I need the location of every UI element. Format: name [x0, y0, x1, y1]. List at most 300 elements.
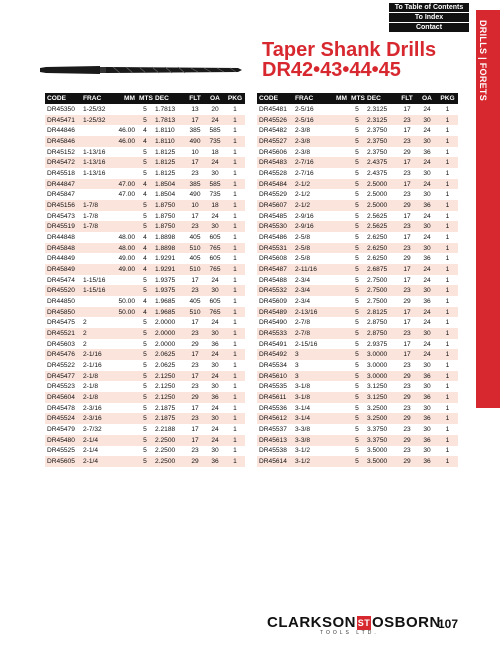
- cell-mm: [115, 211, 137, 222]
- cell-mts: 5: [143, 319, 147, 327]
- cell-oa: 30: [205, 221, 225, 232]
- cell-flt: 17: [403, 127, 411, 135]
- cell-dec: 3.0000: [367, 361, 388, 369]
- cell-pkg: 1: [225, 115, 245, 126]
- table-row: [45, 349, 245, 360]
- column-header-oa: OA: [205, 93, 225, 104]
- cell-pkg: 1: [437, 349, 458, 360]
- cell-oa: 605: [209, 297, 221, 305]
- cell-oa: 30: [423, 361, 431, 369]
- cell-flt: 17: [191, 404, 199, 412]
- brand-logo: [267, 614, 441, 631]
- cell-flt: 23: [185, 285, 205, 296]
- cell-flt: 23: [191, 361, 199, 369]
- table-row: [257, 275, 458, 286]
- cell-pkg: 1: [233, 127, 237, 135]
- cell-flt: 510: [185, 243, 205, 254]
- cell-code: DR45488: [259, 276, 287, 284]
- cell-oa: 585: [209, 127, 221, 135]
- cell-code: DR45478: [47, 404, 75, 412]
- cell-code: DR45523: [47, 383, 75, 391]
- cell-mm: [327, 104, 349, 115]
- cell-pkg: 1: [233, 447, 237, 455]
- cell-flt: 405: [189, 233, 201, 241]
- cell-oa: 20: [211, 105, 219, 113]
- cell-code: DR45350: [47, 105, 75, 113]
- cell-dec: 2.0000: [153, 328, 185, 339]
- cell-pkg: 1: [225, 243, 245, 254]
- cell-pkg: 1: [437, 328, 458, 339]
- cell-pkg: 1: [437, 200, 458, 211]
- cell-pkg: 1: [233, 105, 237, 113]
- table-row: [45, 360, 245, 371]
- cell-oa: 30: [417, 136, 437, 147]
- cell-code: DR45614: [257, 456, 293, 467]
- cell-frac: 3-1/4: [295, 404, 311, 412]
- cell-frac: 2-3/4: [295, 276, 311, 284]
- cell-flt: 23: [397, 285, 417, 296]
- cell-dec: 2.0625: [155, 361, 176, 369]
- cell-frac: 1-7/8: [81, 221, 115, 232]
- cell-flt: 17: [403, 212, 411, 220]
- cell-mts: 5: [355, 127, 359, 135]
- table-row: [45, 446, 245, 457]
- cell-oa: 30: [423, 425, 431, 433]
- cell-frac: 2-5/8: [295, 233, 311, 241]
- cell-oa: 24: [205, 435, 225, 446]
- cell-mts: 5: [355, 212, 359, 220]
- cell-mm: [327, 243, 349, 254]
- cell-dec: 1.9685: [155, 297, 176, 305]
- cell-flt: 510: [185, 307, 205, 318]
- cell-dec: 2.2500: [155, 447, 176, 455]
- cell-oa: 765: [205, 264, 225, 275]
- cell-mts: 5: [355, 319, 359, 327]
- cell-code: DR45519: [45, 221, 81, 232]
- table-row: [45, 115, 245, 126]
- cell-dec: 3.5000: [367, 447, 388, 455]
- table-row: [45, 104, 245, 115]
- cell-mts: 5: [143, 383, 147, 391]
- cell-mts: 5: [349, 285, 365, 296]
- cell-oa: 30: [417, 115, 437, 126]
- cell-mm: [115, 446, 137, 457]
- cell-code: DR45604: [45, 392, 81, 403]
- cell-dec: 2.2500: [153, 435, 185, 446]
- cell-dec: 2.6875: [365, 264, 397, 275]
- nav-contact-link[interactable]: Contact: [389, 23, 469, 32]
- column-header-mm: MM: [327, 93, 349, 104]
- cell-code: DR45848: [45, 243, 81, 254]
- table-row: [257, 435, 458, 446]
- cell-frac: 1-13/16: [83, 148, 106, 156]
- cell-dec: 1.7813: [155, 105, 176, 113]
- cell-pkg: 1: [233, 340, 237, 348]
- cell-oa: 24: [423, 340, 431, 348]
- table-row: [257, 381, 458, 392]
- cell-mts: 5: [355, 447, 359, 455]
- column-header-pkg: PKG: [437, 93, 458, 104]
- cell-pkg: 1: [437, 371, 458, 382]
- table-row: [45, 168, 245, 179]
- table-row: [257, 243, 458, 254]
- table-row: [45, 296, 245, 307]
- cell-mm: [115, 168, 137, 179]
- cell-oa: 24: [205, 371, 225, 382]
- cell-mm: [327, 179, 349, 190]
- table-row: [257, 221, 458, 232]
- cell-frac: [81, 253, 115, 264]
- cell-oa: 605: [209, 255, 221, 263]
- cell-mts: 5: [355, 276, 359, 284]
- cell-mts: 5: [355, 148, 359, 156]
- cell-mm: [327, 392, 349, 403]
- table-row: [257, 264, 458, 275]
- cell-flt: 10: [185, 200, 205, 211]
- cell-mts: 4: [137, 179, 153, 190]
- cell-oa: 18: [205, 200, 225, 211]
- cell-frac: 2-1/4: [81, 456, 115, 467]
- cell-mts: 5: [143, 425, 147, 433]
- cell-code: DR45609: [259, 297, 287, 305]
- cell-dec: 1.9685: [153, 307, 185, 318]
- cell-oa: 605: [209, 233, 221, 241]
- cell-mts: 5: [349, 435, 365, 446]
- table-row: [45, 285, 245, 296]
- cell-oa: 24: [205, 349, 225, 360]
- cell-mts: 5: [355, 297, 359, 305]
- cell-mm: [115, 317, 137, 328]
- table-row: [45, 328, 245, 339]
- column-header-flt: FLT: [185, 93, 205, 104]
- title-line-2: DR42•43•44•45: [262, 59, 401, 81]
- cell-dec: 2.5000: [365, 200, 397, 211]
- cell-pkg: 1: [437, 435, 458, 446]
- table-row: [257, 317, 458, 328]
- table-row: [257, 296, 458, 307]
- table-row: [257, 403, 458, 414]
- cell-frac: 2-7/8: [293, 328, 327, 339]
- cell-code: DR45491: [259, 340, 287, 348]
- cell-frac: 2-1/8: [83, 383, 99, 391]
- cell-dec: 1.9291: [153, 264, 185, 275]
- cell-dec: 2.3750: [365, 136, 397, 147]
- column-header-mts: MTS: [139, 95, 153, 102]
- cell-code: DR44849: [47, 255, 75, 263]
- cell-frac: 3: [293, 371, 327, 382]
- cell-dec: 2.4375: [367, 169, 388, 177]
- nav-index-link[interactable]: To Index: [389, 13, 469, 22]
- cell-oa: 30: [417, 285, 437, 296]
- cell-mm: [115, 349, 137, 360]
- cell-mts: 5: [137, 285, 153, 296]
- cell-pkg: 1: [233, 361, 237, 369]
- cell-oa: 30: [211, 447, 219, 455]
- cell-flt: 23: [397, 115, 417, 126]
- nav-box: [389, 3, 469, 33]
- cell-frac: 2-1/2: [293, 179, 327, 190]
- cell-frac: 3: [295, 361, 299, 369]
- cell-pkg: 1: [437, 392, 458, 403]
- page-number: 107: [438, 617, 459, 631]
- column-header-pkg: PKG: [225, 93, 245, 104]
- column-header-frac: FRAC: [293, 93, 327, 104]
- cell-oa: 36: [423, 148, 431, 156]
- cell-code: DR45522: [47, 361, 75, 369]
- cell-dec: 3.2500: [367, 404, 388, 412]
- cell-pkg: 1: [225, 413, 245, 424]
- cell-flt: 17: [403, 319, 411, 327]
- cell-oa: 36: [423, 297, 431, 305]
- cell-code: DR45849: [45, 264, 81, 275]
- cell-flt: 17: [403, 276, 411, 284]
- cell-mm: [115, 221, 137, 232]
- cell-mm: [115, 403, 137, 414]
- cell-code: DR45485: [259, 212, 287, 220]
- cell-code: DR45480: [45, 435, 81, 446]
- cell-mm: [115, 285, 137, 296]
- cell-mm: [115, 424, 137, 435]
- cell-mm: [327, 360, 349, 371]
- cell-frac: 2-5/16: [293, 115, 327, 126]
- nav-table-of-contents-link[interactable]: To Table of Contents: [389, 3, 469, 12]
- cell-pkg: 1: [233, 255, 237, 263]
- cell-mts: 4: [143, 255, 147, 263]
- cell-frac: 2-5/8: [293, 243, 327, 254]
- cell-pkg: 1: [233, 404, 237, 412]
- column-header-code: CODE: [45, 93, 81, 104]
- cell-code: DR45608: [259, 255, 287, 263]
- cell-flt: 29: [403, 148, 411, 156]
- cell-oa: 30: [205, 285, 225, 296]
- cell-flt: 23: [403, 404, 411, 412]
- cell-mm: [115, 275, 137, 286]
- table-row: [45, 200, 245, 211]
- cell-pkg: 1: [225, 157, 245, 168]
- cell-oa: 24: [211, 425, 219, 433]
- cell-pkg: 1: [233, 276, 237, 284]
- cell-dec: 2.7500: [365, 285, 397, 296]
- cell-dec: 2.0000: [155, 319, 176, 327]
- cell-oa: 24: [205, 115, 225, 126]
- table-row: [45, 211, 245, 222]
- cell-flt: 23: [191, 447, 199, 455]
- cell-oa: 24: [417, 179, 437, 190]
- cell-flt: 23: [397, 328, 417, 339]
- cell-code: DR45533: [257, 328, 293, 339]
- cell-pkg: 1: [445, 255, 450, 263]
- cell-code: DR45850: [45, 307, 81, 318]
- cell-code: DR45536: [259, 404, 287, 412]
- cell-frac: 2-1/2: [293, 200, 327, 211]
- cell-mm: [115, 328, 137, 339]
- cell-pkg: 1: [445, 233, 450, 241]
- cell-flt: 17: [397, 264, 417, 275]
- table-row: [257, 147, 458, 158]
- cell-frac: 2-3/8: [295, 127, 311, 135]
- cell-pkg: 1: [445, 127, 450, 135]
- cell-oa: 24: [211, 404, 219, 412]
- cell-oa: 36: [423, 255, 431, 263]
- cell-frac: 2-9/16: [293, 221, 327, 232]
- cell-pkg: 1: [445, 404, 450, 412]
- cell-mm: [327, 456, 349, 467]
- cell-code: DR45476: [45, 349, 81, 360]
- cell-code: DR45530: [257, 221, 293, 232]
- cell-frac: 2-1/16: [83, 361, 102, 369]
- cell-oa: 765: [205, 243, 225, 254]
- cell-code: DR45471: [45, 115, 81, 126]
- cell-mts: 5: [355, 404, 359, 412]
- cell-oa: 30: [423, 447, 431, 455]
- cell-oa: 24: [417, 307, 437, 318]
- cell-dec: 1.9375: [153, 285, 185, 296]
- cell-dec: 3.0000: [365, 349, 397, 360]
- table-row: [45, 147, 245, 158]
- cell-mm: 46.00: [115, 136, 137, 147]
- cell-pkg: 1: [437, 179, 458, 190]
- cell-dec: 2.7500: [367, 276, 388, 284]
- cell-code: DR45490: [259, 319, 287, 327]
- cell-code: DR45492: [257, 349, 293, 360]
- cell-pkg: 1: [445, 297, 450, 305]
- cell-flt: 29: [397, 371, 417, 382]
- cell-mm: [327, 136, 349, 147]
- cell-frac: 2-1/4: [81, 435, 115, 446]
- cell-mts: 5: [137, 349, 153, 360]
- cell-oa: 24: [423, 127, 431, 135]
- cell-oa: 24: [423, 276, 431, 284]
- cell-frac: 3-1/2: [293, 456, 327, 467]
- cell-frac: 2-9/16: [295, 212, 314, 220]
- cell-dec: 2.3750: [367, 127, 388, 135]
- cell-pkg: 1: [233, 425, 237, 433]
- cell-dec: 2.2188: [155, 425, 176, 433]
- cell-mm: [327, 285, 349, 296]
- cell-mm: [115, 413, 137, 424]
- cell-mts: 4: [143, 191, 147, 199]
- table-row: [257, 179, 458, 190]
- cell-pkg: 1: [225, 136, 245, 147]
- cell-pkg: 1: [445, 191, 450, 199]
- cell-code: DR44850: [47, 297, 75, 305]
- cell-dec: 2.8125: [365, 307, 397, 318]
- cell-frac: 2-1/2: [295, 191, 311, 199]
- cell-frac: 3: [293, 349, 327, 360]
- cell-mts: 5: [137, 200, 153, 211]
- title-line-1: Taper Shank Drills: [262, 39, 437, 61]
- cell-pkg: 1: [445, 319, 450, 327]
- cell-flt: 23: [403, 169, 411, 177]
- table-row: [257, 168, 458, 179]
- cell-flt: 405: [189, 255, 201, 263]
- cell-frac: 2-3/16: [81, 413, 115, 424]
- cell-flt: 29: [403, 297, 411, 305]
- cell-flt: 510: [185, 264, 205, 275]
- cell-mts: 5: [143, 276, 147, 284]
- cell-flt: 17: [403, 340, 411, 348]
- cell-frac: 2-11/16: [293, 264, 327, 275]
- cell-pkg: 1: [225, 285, 245, 296]
- cell-pkg: 1: [445, 169, 450, 177]
- table-row: [45, 253, 245, 264]
- cell-mm: 48.00: [115, 243, 137, 254]
- cell-dec: 2.6250: [367, 255, 388, 263]
- cell-frac: [81, 307, 115, 318]
- cell-pkg: 1: [225, 328, 245, 339]
- cell-mm: [327, 275, 349, 286]
- cell-pkg: 1: [437, 221, 458, 232]
- cell-dec: 1.8750: [153, 221, 185, 232]
- cell-dec: 1.9375: [155, 276, 176, 284]
- cell-flt: 17: [397, 349, 417, 360]
- cell-dec: 2.1250: [155, 383, 176, 391]
- cell-code: DR45479: [47, 425, 75, 433]
- cell-frac: 1-13/16: [83, 169, 106, 177]
- cell-mts: 4: [137, 136, 153, 147]
- cell-code: DR45484: [257, 179, 293, 190]
- cell-flt: 29: [397, 392, 417, 403]
- cell-dec: 2.3125: [365, 115, 397, 126]
- cell-pkg: 1: [225, 307, 245, 318]
- cell-frac: 2: [81, 328, 115, 339]
- cell-code: DR45518: [47, 169, 75, 177]
- cell-code: DR45605: [45, 456, 81, 467]
- cell-pkg: 1: [233, 148, 237, 156]
- cell-dec: 2.7500: [367, 297, 388, 305]
- cell-code: DR45534: [259, 361, 287, 369]
- cell-frac: 2-3/8: [293, 136, 327, 147]
- cell-frac: [81, 243, 115, 254]
- cell-code: DR45152: [47, 148, 75, 156]
- table-row: [257, 307, 458, 318]
- cell-code: DR45612: [257, 413, 293, 424]
- cell-mts: 5: [143, 105, 147, 113]
- cell-dec: 1.8125: [153, 157, 185, 168]
- cell-mm: [327, 200, 349, 211]
- table-row: [45, 435, 245, 446]
- table-row: [257, 446, 458, 457]
- cell-flt: 10: [191, 148, 199, 156]
- cell-dec: 2.8750: [367, 319, 388, 327]
- cell-oa: 24: [211, 212, 219, 220]
- cell-mts: 5: [349, 136, 365, 147]
- cell-code: DR45486: [259, 233, 287, 241]
- cell-oa: 36: [417, 456, 437, 467]
- cell-mm: [327, 349, 349, 360]
- cell-pkg: 1: [445, 105, 450, 113]
- cell-mts: 5: [349, 456, 365, 467]
- cell-code: DR44847: [45, 179, 81, 190]
- cell-mm: [327, 125, 349, 136]
- cell-oa: 585: [205, 179, 225, 190]
- cell-code: DR45531: [257, 243, 293, 254]
- cell-flt: 23: [403, 383, 411, 391]
- cell-mts: 5: [355, 233, 359, 241]
- column-header-dec: DEC: [365, 93, 397, 104]
- cell-pkg: 1: [445, 212, 450, 220]
- cell-dec: 3.5000: [365, 456, 397, 467]
- cell-frac: [81, 179, 115, 190]
- table-row: [45, 243, 245, 254]
- cell-pkg: 1: [445, 425, 450, 433]
- cell-dec: 2.3750: [367, 148, 388, 156]
- cell-dec: 2.0000: [155, 340, 176, 348]
- cell-mm: [115, 435, 137, 446]
- cell-mts: 5: [143, 340, 147, 348]
- cell-code: DR45846: [45, 136, 81, 147]
- cell-flt: 17: [185, 157, 205, 168]
